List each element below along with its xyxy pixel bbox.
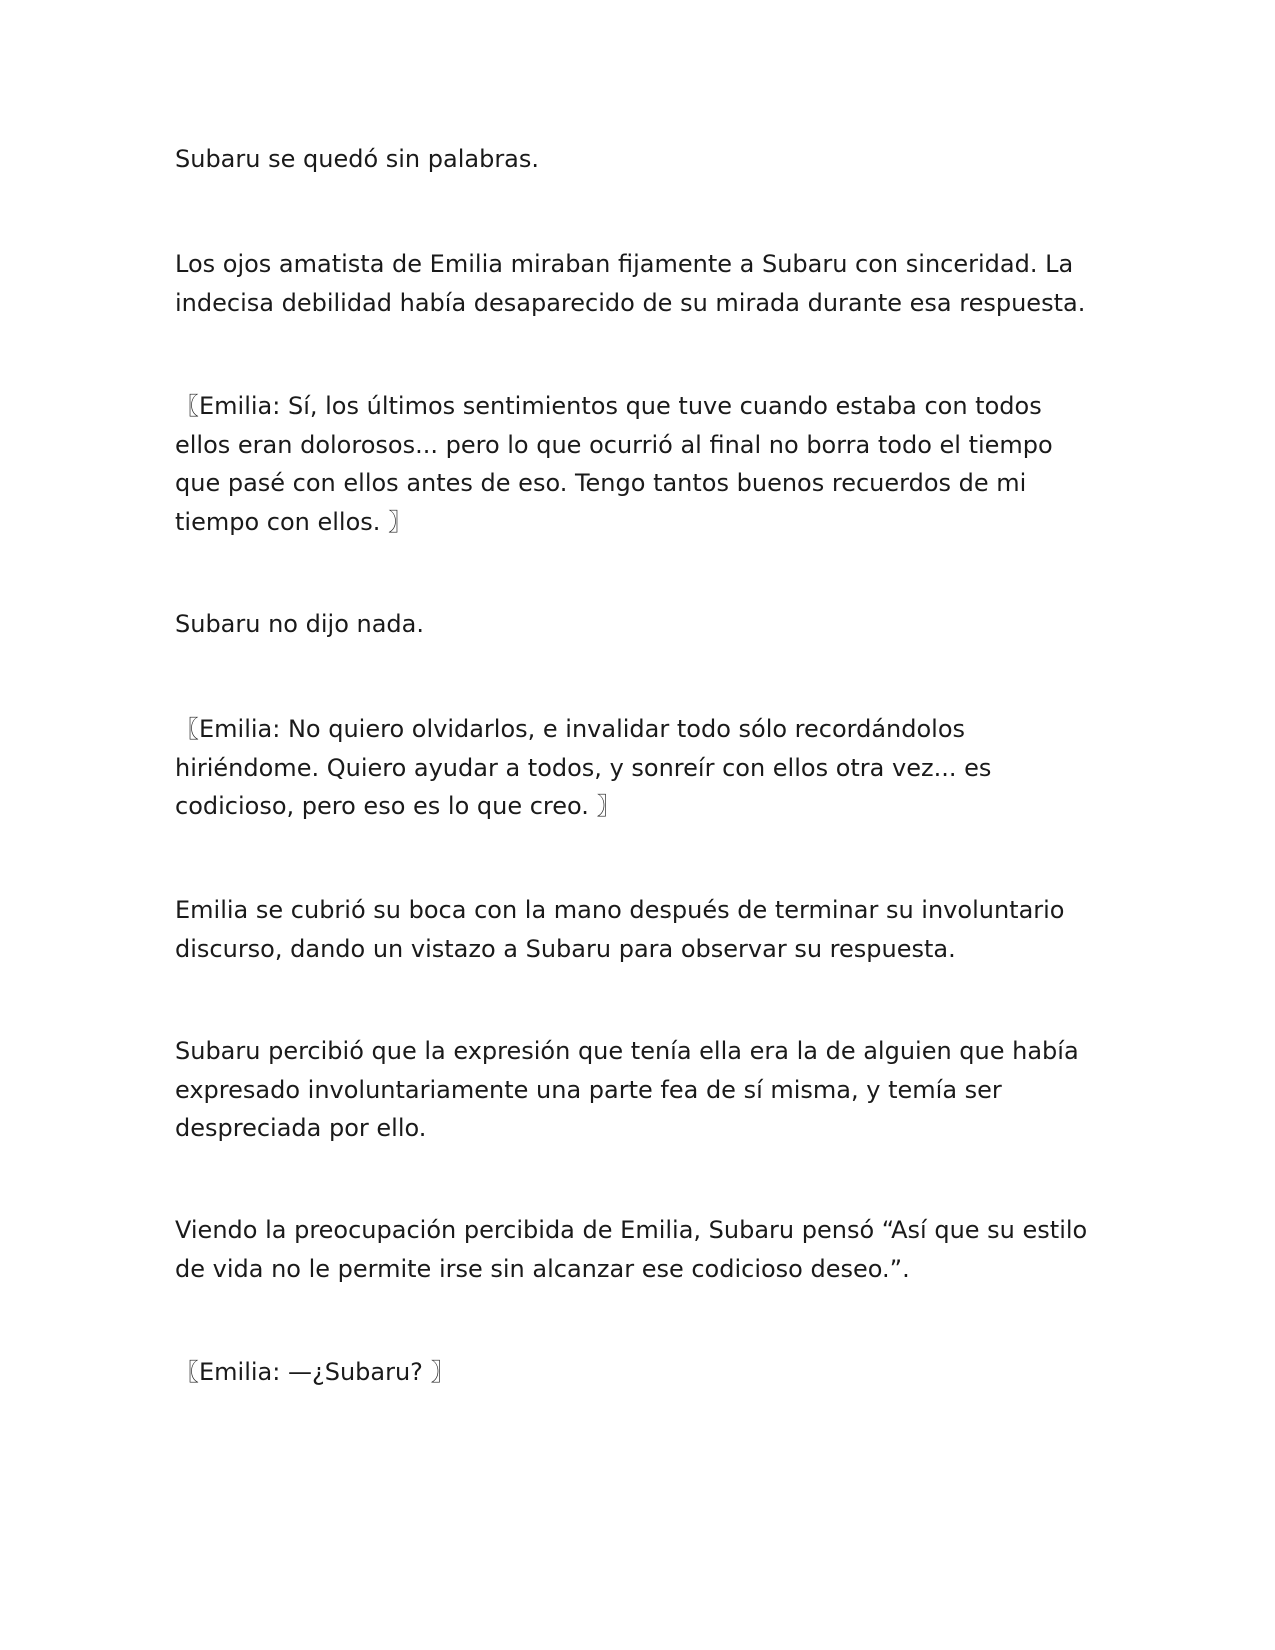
paragraph-5-dialogue xyxy=(175,710,1095,826)
paragraph-line: discurso, dando un vistazo a Subaru para observar su respuesta. xyxy=(175,934,956,963)
paragraph-line: Viendo la preocupación percibida de Emilia, Subaru pensó “Así que su estilo xyxy=(175,1216,1088,1244)
paragraph-8 xyxy=(175,1211,1095,1288)
paragraph-line: ellos eran dolorosos... pero lo que ocurrió al final no borra todo el tiempo xyxy=(175,430,1053,459)
paragraph-line: Subaru no dijo nada. xyxy=(175,610,424,638)
paragraph-1 xyxy=(175,140,1095,179)
paragraph-line: Los ojos amatista de Emilia miraban fijamente a Subaru con sinceridad. La xyxy=(175,250,1074,278)
paragraph-line: que pasé con ellos antes de eso. Tengo tantos buenos recuerdos de mi xyxy=(175,469,1027,497)
paragraph-line: Emilia se cubrió su boca con la mano después de terminar su involuntario xyxy=(175,896,1065,924)
paragraph-6 xyxy=(175,891,1095,968)
paragraph-line: tiempo con ellos. 〗 xyxy=(175,507,413,536)
paragraph-line: 〖Emilia: Sí, los últimos sentimientos que tuve cuando estaba con todos xyxy=(175,392,1042,420)
paragraph-7 xyxy=(175,1032,1095,1148)
paragraph-line: 〖Emilia: No quiero olvidarlos, e invalidar todo sólo recordándolos xyxy=(175,715,966,743)
paragraph-9-dialogue xyxy=(175,1353,1095,1392)
paragraph-line: Subaru se quedó sin palabras. xyxy=(175,145,540,173)
paragraph-line: Subaru percibió que la expresión que tenía ella era la de alguien que había xyxy=(175,1037,1079,1065)
paragraph-line: hiriéndome. Quiero ayudar a todos, y sonreír con ellos otra vez... es xyxy=(175,753,992,782)
paragraph-line: 〖Emilia: —¿Subaru? 〗 xyxy=(175,1358,455,1386)
paragraph-line: expresado involuntariamente una parte fea de sí misma, y temía ser xyxy=(175,1075,1002,1104)
paragraph-line: indecisa debilidad había desaparecido de su mirada durante esa respuesta. xyxy=(175,288,1086,317)
paragraph-3-dialogue xyxy=(175,387,1095,541)
paragraph-line: de vida no le permite irse sin alcanzar ese codicioso deseo.”. xyxy=(175,1254,910,1283)
paragraph-line: codicioso, pero eso es lo que creo. 〗 xyxy=(175,792,621,820)
paragraph-2 xyxy=(175,245,1095,322)
paragraph-4 xyxy=(175,605,1095,644)
paragraph-line: despreciada por ello. xyxy=(175,1114,427,1142)
